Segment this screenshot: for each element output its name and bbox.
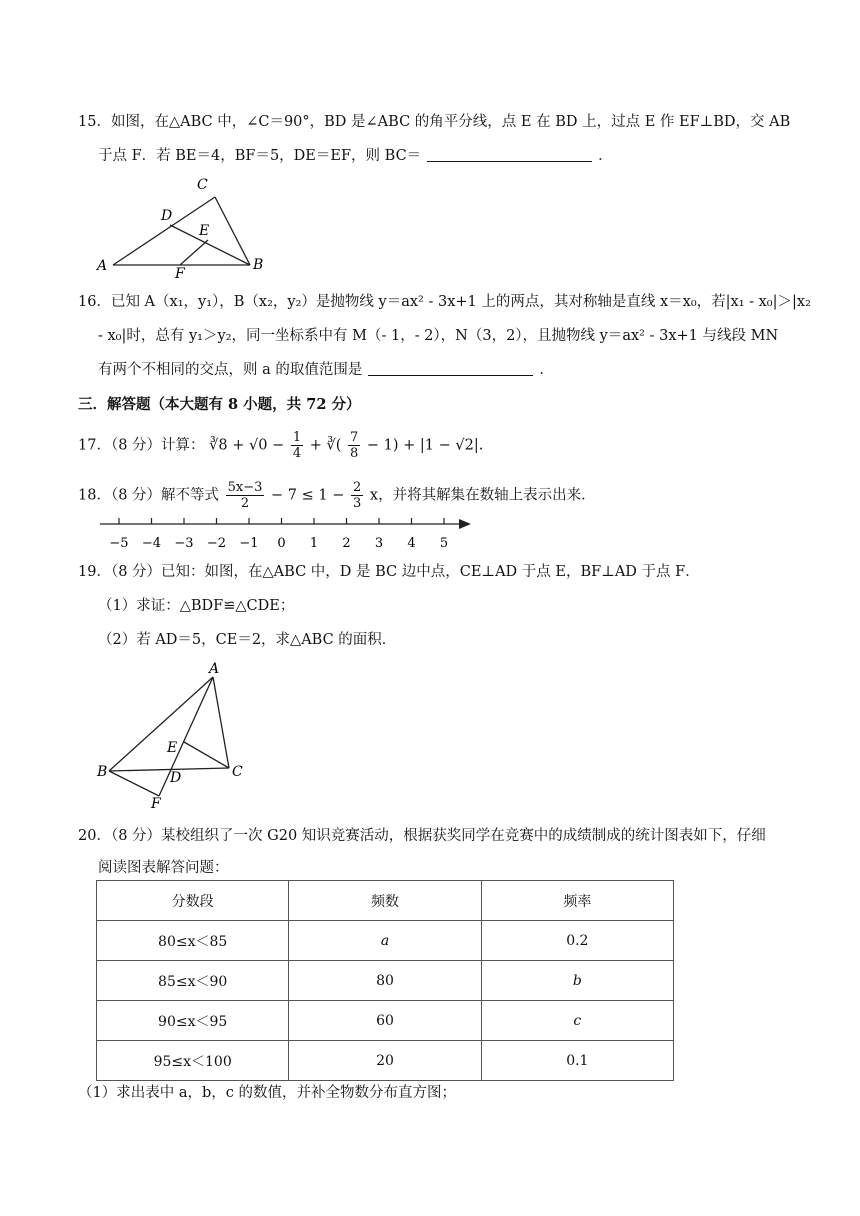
q17-expr-c: − 1) + |1 − √2|. [366, 437, 484, 454]
q18-mid: − 7 ≤ 1 − [271, 487, 345, 504]
table-cell: 90≤x＜95 [97, 1001, 289, 1041]
number-line-tick-label: 2 [342, 536, 351, 551]
q15-label-b: B [253, 257, 264, 273]
q15-line2-end: ． [598, 148, 613, 164]
q18-suffix: x，并将其解集在数轴上表示出来． [369, 487, 596, 504]
table-row [97, 961, 674, 1001]
table-cell: 0.2 [481, 921, 673, 961]
table-header: 分数段 [97, 881, 289, 921]
table-header: 频率 [481, 881, 673, 921]
q17-f1-num: 1 [292, 430, 302, 445]
q16-answer-blank [368, 361, 533, 376]
number-line-tick-label: −2 [206, 536, 227, 551]
table-cell: 20 [289, 1041, 481, 1081]
q15-line1: 15．如图，在△ABC 中，∠C＝90°，BD 是∠ABC 的角平分线，点 E 在 BD 上，过点 E 作 EF⊥BD，交 AB [78, 114, 791, 130]
number-line [95, 512, 480, 552]
q15-label-a: A [97, 258, 108, 274]
q17-line [78, 430, 483, 461]
q15-figure [95, 175, 270, 280]
table-cell: 85≤x＜90 [97, 961, 289, 1001]
number-line-tick-label: −5 [109, 536, 129, 551]
q17-fraction-2 [348, 430, 360, 461]
q18-f2-den: 3 [353, 496, 362, 511]
q19-part1: （1）求证：△BDF≌△CDE； [98, 598, 295, 614]
q18-f2-num: 2 [353, 480, 362, 495]
q16-line3 [98, 360, 554, 380]
table-row [97, 921, 674, 961]
q15-line2-text: 于点 F．若 BE＝4，BF＝5，DE＝EF，则 BC＝ [98, 148, 422, 164]
table-cell: 80≤x＜85 [97, 921, 289, 961]
number-line-tick-label: −3 [174, 536, 194, 551]
q15-label-d: D [161, 208, 173, 224]
q20-part1: （1）求出表中 a，b，c 的数值，并补全物数分布直方图； [78, 1085, 456, 1101]
q18-f1-den: 2 [240, 496, 250, 511]
table-header: 频数 [289, 881, 481, 921]
q17-expr-a: ∛8 + √0 − [209, 437, 285, 454]
number-line-tick-label: 3 [374, 536, 384, 551]
frequency-table [96, 880, 674, 1081]
table-cell: 0.1 [481, 1041, 673, 1081]
q15-label-e: E [199, 223, 210, 239]
number-line-arrow-icon [459, 519, 471, 529]
q18-line [78, 480, 596, 511]
q19-label-c: C [232, 764, 243, 780]
number-line-tick-label: 0 [277, 536, 286, 551]
q17-expr-b: + ∛( [309, 437, 342, 454]
table-cell: 80 [289, 961, 481, 1001]
q19-label-d: D [170, 770, 182, 786]
q16-line3-end: ． [539, 362, 554, 378]
q17-f2-den: 8 [349, 446, 359, 461]
number-line-tick-label: −1 [239, 536, 259, 551]
q18-fraction-2 [351, 480, 363, 511]
q15-label-f: F [175, 266, 185, 280]
q15-answer-blank [427, 147, 592, 162]
number-line-tick-label: 4 [407, 536, 416, 551]
number-line-tick-label: 5 [439, 536, 449, 551]
table-cell: 60 [289, 1001, 481, 1041]
q18-fraction-1 [226, 480, 265, 511]
q20-line1: 20．（8 分）某校组织了一次 G20 知识竞赛活动，根据获奖同学在竞赛中的成绩制成的统计图表如下，仔细 [78, 828, 766, 844]
q19-label-f: F [151, 796, 161, 810]
section3-title: 三．解答题（本大题有 8 小题，共 72 分） [78, 396, 361, 413]
q19-label-b: B [97, 764, 108, 780]
q18-f1-num: 5x−3 [227, 480, 263, 495]
q16-line1: 16．已知 A（x₁，y₁），B（x₂，y₂）是抛物线 y＝ax² ‐ 3x+1 上的两点，其对称轴是直线 x＝x₀，若|x₁ ‐ x₀|＞|x₂ [78, 294, 811, 310]
table-cell: 95≤x＜100 [97, 1041, 289, 1081]
q15-label-c: C [197, 177, 208, 193]
q17-f2-num: 7 [349, 430, 359, 445]
q19-figure [95, 660, 245, 810]
q17-fraction-1 [291, 430, 303, 461]
number-line-tick-label: −4 [141, 536, 162, 551]
q17-prefix: 17．（8 分）计算： [78, 437, 205, 454]
q18-prefix: 18．（8 分）解不等式 [78, 487, 220, 504]
table-row [97, 1041, 674, 1081]
table-cell: a [289, 921, 481, 961]
q16-line2: ‐ x₀|时，总有 y₁＞y₂，同一坐标系中有 M（‐ 1，‐ 2），N（3，2），且抛物线 y＝ax² ‐ 3x+1 与线段 MN [98, 328, 779, 344]
table-row [97, 1001, 674, 1041]
q19-part2: （2）若 AD＝5，CE＝2，求△ABC 的面积． [98, 632, 397, 648]
q19-line1: 19．（8 分）已知：如图，在△ABC 中，D 是 BC 边中点，CE⊥AD 于点 E，BF⊥AD 于点 F． [78, 564, 700, 580]
q20-line2: 阅读图表解答问题： [98, 860, 229, 876]
table-header-row [97, 881, 674, 921]
q15-line2 [98, 146, 613, 166]
number-line-tick-label: 1 [309, 536, 319, 551]
q17-f1-den: 4 [292, 446, 302, 461]
q19-label-a: A [209, 661, 220, 677]
table-cell: c [481, 1001, 673, 1041]
q19-label-e: E [167, 740, 178, 756]
table-cell: b [481, 961, 673, 1001]
q16-line3-text: 有两个不相同的交点，则 a 的取值范围是 [98, 362, 363, 378]
